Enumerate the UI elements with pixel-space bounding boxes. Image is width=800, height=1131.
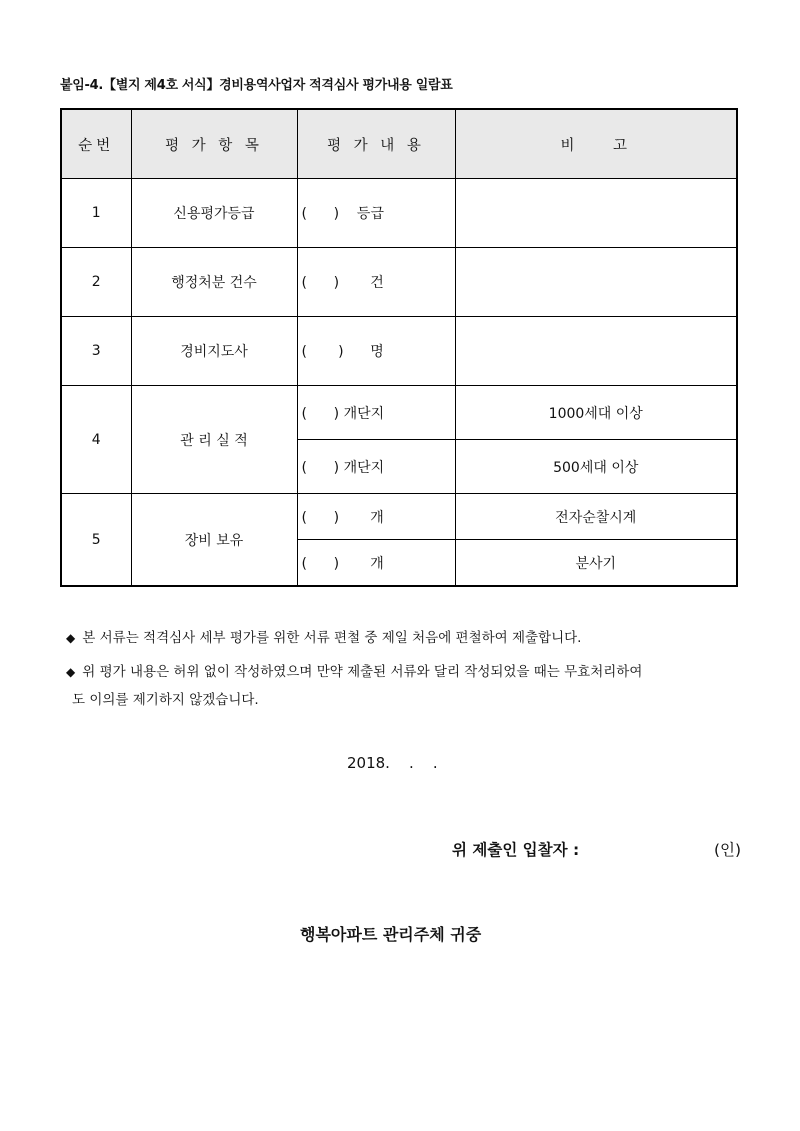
row-item: 행정처분 건수	[131, 248, 297, 317]
table-row	[61, 248, 737, 317]
row-note	[455, 317, 737, 386]
row-content: ( ) 등급	[297, 179, 455, 248]
table-row	[61, 494, 737, 540]
row-no: 3	[61, 317, 131, 386]
row-note: 1000세대 이상	[455, 386, 737, 440]
row-item: 장비 보유	[131, 494, 297, 587]
row-item: 신용평가등급	[131, 179, 297, 248]
diamond-bullet-icon: ◆	[66, 665, 76, 679]
notice-line-1	[66, 624, 581, 652]
submitter-label: 위 제출인 입찰자 :	[452, 841, 580, 859]
row-note	[455, 248, 737, 317]
date-line: 2018. . .	[347, 754, 438, 772]
row-no: 2	[61, 248, 131, 317]
table-row	[61, 179, 737, 248]
row-item: 경비지도사	[131, 317, 297, 386]
addressee: 행복아파트 관리주체 귀중	[300, 925, 482, 944]
row-content: ( ) 명	[297, 317, 455, 386]
header-content: 평 가 내 용	[297, 109, 455, 179]
evaluation-table	[60, 108, 738, 587]
row-note: 500세대 이상	[455, 440, 737, 494]
seal-mark: (인)	[714, 841, 742, 859]
row-item: 관 리 실 적	[131, 386, 297, 494]
header-note: 비 고	[455, 109, 737, 179]
row-no: 4	[61, 386, 131, 494]
header-no: 순번	[61, 109, 131, 179]
row-content: ( ) 개단지	[297, 440, 455, 494]
row-no: 1	[61, 179, 131, 248]
row-content: ( ) 개	[297, 494, 455, 540]
diamond-bullet-icon: ◆	[66, 631, 76, 645]
row-note	[455, 179, 737, 248]
row-content: ( ) 개	[297, 540, 455, 587]
notice-text-1: 본 서류는 적격심사 세부 평가를 위한 서류 편철 중 제일 처음에 편철하여 제출합니다.	[82, 630, 582, 646]
row-no: 5	[61, 494, 131, 587]
row-content: ( ) 개단지	[297, 386, 455, 440]
notice-text-2: 위 평가 내용은 허위 없이 작성하였으며 만약 제출된 서류와 달리 작성되었을 때는 무효처리하여	[82, 664, 643, 680]
row-note: 전자순찰시계	[455, 494, 737, 540]
row-note: 분사기	[455, 540, 737, 587]
table-header-row	[61, 109, 737, 179]
notice-text-2-cont: 도 이의를 제기하지 않겠습니다.	[72, 692, 259, 708]
document-title: 붙임-4.【별지 제4호 서식】경비용역사업자 적격심사 평가내용 일람표	[60, 78, 453, 93]
table-row	[61, 317, 737, 386]
header-item: 평 가 항 목	[131, 109, 297, 179]
row-content: ( ) 건	[297, 248, 455, 317]
table-row	[61, 386, 737, 440]
notice-line-2	[66, 658, 742, 714]
